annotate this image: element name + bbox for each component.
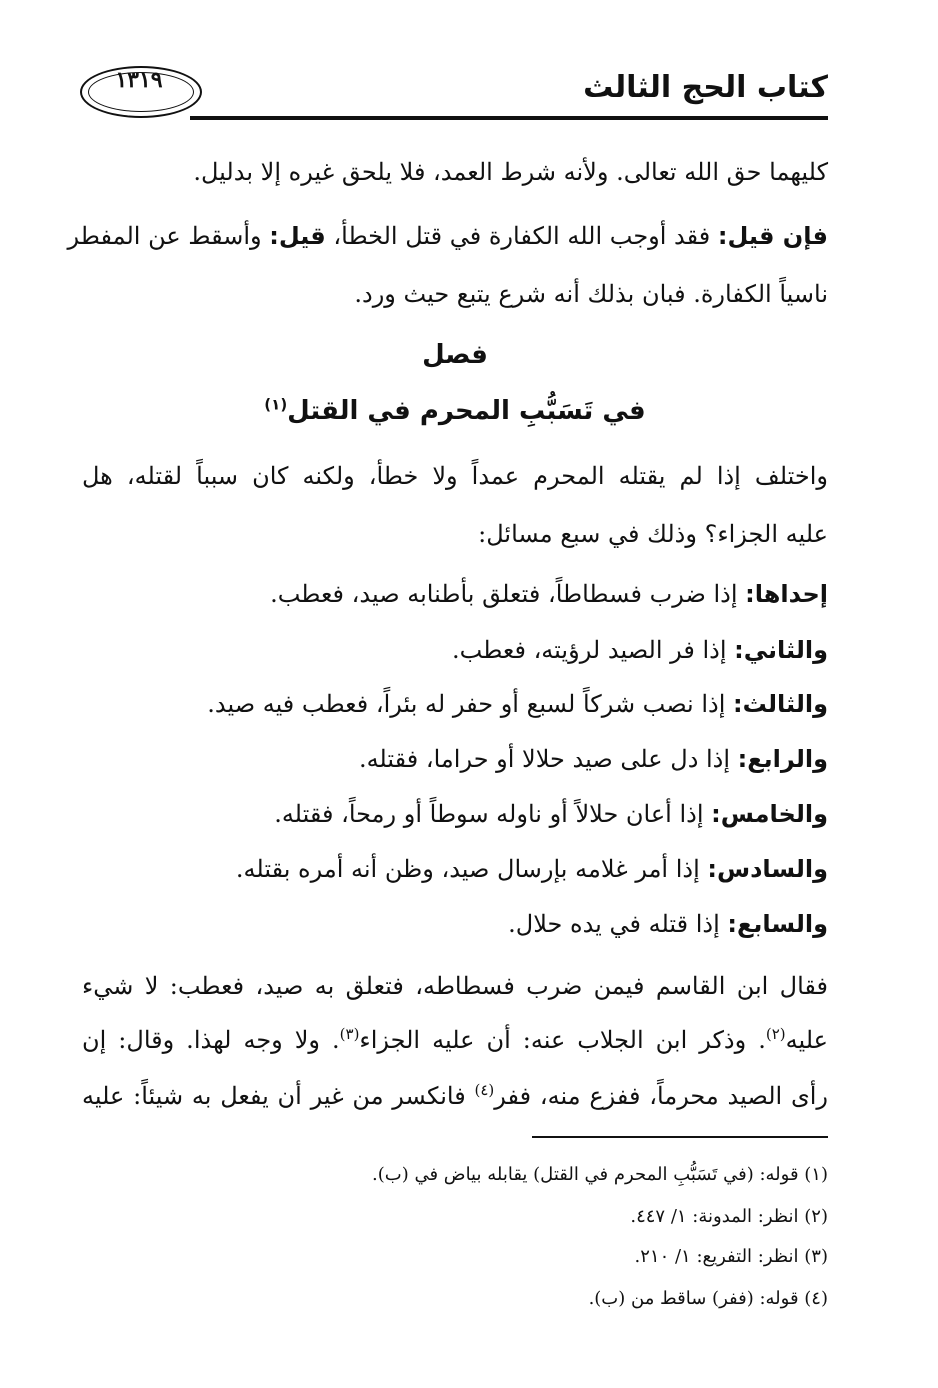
- paragraph-line: عليه الجزاء؟ وذلك في سبع مسائل:: [478, 520, 828, 548]
- issue-label: والثالث:: [733, 690, 828, 718]
- issue-label: إحداها:: [745, 580, 828, 608]
- issue-text: إذا أمر غلامه بإرسال صيد، وظن أنه أمره بقتله.: [235, 855, 708, 883]
- footnote: (١) قوله: (في تَسَبُّبِ المحرم في القتل) يقابله بياض في (ب).: [372, 1164, 828, 1185]
- issue-item: [82, 855, 876, 883]
- issue-text: إذا فر الصيد لرؤيته، فعطب.: [452, 636, 735, 664]
- paragraph-line: ناسياً الكفارة. فبان بذلك أنه شرع يتبع حيث ورد.: [354, 280, 828, 308]
- paragraph-text: فقد أوجب الله الكفارة في قتل الخطأ،: [325, 222, 718, 250]
- issue-text: إذا دل على صيد حلالا أو حراما، فقتله.: [358, 745, 738, 773]
- section-subtitle: [82, 396, 828, 426]
- issue-item: [82, 636, 876, 664]
- paragraph-text: . ولا وجه لهذا. وقال: إن: [82, 1026, 340, 1054]
- footnote: (٢) انظر: المدونة: ١/ ٤٤٧.: [630, 1206, 828, 1227]
- footnote: (٤) قوله: (ففر) ساقط من (ب).: [588, 1288, 828, 1309]
- answer-label: قيل:: [269, 222, 326, 250]
- issue-text: إذا ضرب فسطاطاً، فتعلق بأطنابه صيد، فعطب.: [270, 580, 746, 608]
- issue-text: إذا نصب شركاً لسبع أو حفر له بئراً، فعطب فيه صيد.: [207, 690, 734, 718]
- footnote-ref: (١): [264, 395, 288, 414]
- issue-item: [82, 580, 876, 608]
- footnote-ref: (٢): [765, 1025, 786, 1043]
- issue-label: والسادس:: [707, 855, 828, 883]
- issue-text: إذا قتله في يده حلال.: [508, 910, 728, 938]
- paragraph-text: رأى الصيد محرماً، ففزع منه، ففر: [494, 1082, 828, 1110]
- question-label: فإن قيل:: [717, 222, 828, 250]
- issue-label: والخامس:: [711, 800, 828, 828]
- paragraph-text: . وذكر ابن الجلاب عنه: أن عليه الجزاء: [359, 1026, 766, 1054]
- paragraph-line: [82, 1082, 828, 1110]
- issue-item: [82, 910, 876, 938]
- page-header: [80, 58, 828, 128]
- section-subtitle-text: في تَسَبُّبِ المحرم في القتل: [287, 396, 646, 426]
- issue-item: [82, 690, 876, 718]
- paragraph-line: واختلف إذا لم يقتله المحرم عمداً ولا خطأ، ولكنه كان سبباً لقتله، هل: [82, 462, 828, 490]
- paragraph-line: فقال ابن القاسم فيمن ضرب فسطاطه، فتعلق به صيد، فعطب: لا شيء: [82, 972, 829, 1000]
- header-rule: [190, 116, 828, 120]
- issue-item: [82, 745, 876, 773]
- footnote-ref: (٣): [339, 1025, 360, 1043]
- footnote-ref: (٤): [474, 1081, 495, 1099]
- page-number: ١٣١٩: [115, 67, 163, 93]
- issue-label: والثاني:: [734, 636, 828, 664]
- paragraph-line: [82, 1026, 828, 1054]
- issue-label: والسابع:: [727, 910, 828, 938]
- section-title: فصل: [422, 340, 488, 370]
- paragraph-text: عليه: [785, 1026, 828, 1054]
- footnote: (٣) انظر: التفريع: ١/ ٢١٠.: [634, 1246, 828, 1267]
- issue-text: إذا أعان حلالاً أو ناوله سوطاً أو رمحاً، فقتله.: [274, 800, 712, 828]
- paragraph-line: [67, 222, 876, 250]
- paragraph-text: وأسقط عن المفطر: [67, 222, 270, 250]
- book-title: كتاب الحج الثالث: [583, 70, 828, 105]
- issue-item: [82, 800, 876, 828]
- issue-label: والرابع:: [737, 745, 828, 773]
- paragraph-line: كليهما حق الله تعالى. ولأنه شرط العمد، فلا يلحق غيره إلا بدليل.: [193, 158, 828, 186]
- footnote-separator: [532, 1136, 828, 1138]
- paragraph-text: فانكسر من غير أن يفعل به شيئاً: عليه: [82, 1082, 475, 1110]
